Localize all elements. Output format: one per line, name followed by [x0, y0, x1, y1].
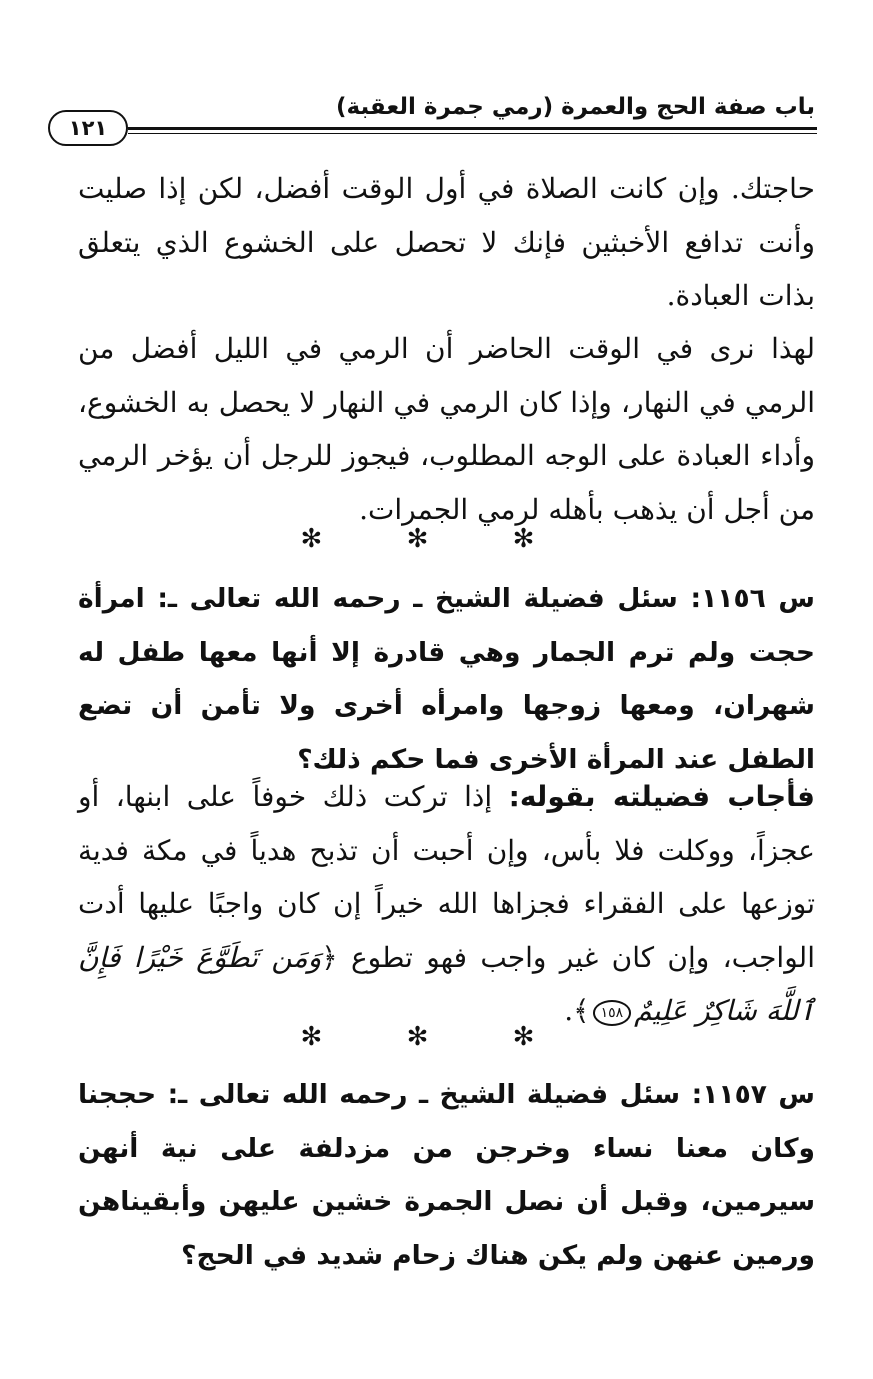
answer-end: . — [564, 994, 574, 1027]
paragraph-1: حاجتك. وإن كانت الصلاة في أول الوقت أفضل، لكن إذا صليت وأنت تدافع الأخبثين فإنك لا تحصل على الخشوع الذي يتعلق بذات العبادة. — [78, 172, 815, 312]
ayah-number: ١٥٨ — [593, 1000, 632, 1026]
answer-text: إذا تركت ذلك خوفاً على ابنها، أو عجزاً، ووكلت فلا بأس، وإن أحبت أن تذبح هدياً في مكة فدية توزعها على الفقراء فجزاها الله خيراً إن كان واجبًا عليها أدت الواجب، وإن كان غير واجب فهو تطوع — [78, 780, 815, 974]
quran-close-bracket: ﴾ — [573, 994, 590, 1027]
section-separator-2: ✻ ✻ ✻ — [300, 1022, 573, 1052]
page-number: ١٢١ — [48, 110, 128, 146]
question-1156: س ١١٥٦: سئل فضيلة الشيخ ـ رحمه الله تعالى ـ: امرأة حجت ولم ترم الجمار وهي قادرة إلا أنها معها طفل له شهران، ومعها زوجها وامرأه أخرى ولا تأمن أن تضع الطفل عند المرأة الأخرى فما حكم ذلك؟ — [78, 583, 815, 775]
running-header: باب صفة الحج والعمرة (رمي جمرة العقبة) — [336, 94, 815, 120]
answer-1156 — [78, 770, 815, 1038]
header-rule-thick — [128, 127, 817, 130]
question-1157: س ١١٥٧: سئل فضيلة الشيخ ـ رحمه الله تعالى ـ: حججنا وكان معنا نساء وخرجن من مزدلفة على نية أنهن سيرمين، وقبل أن نصل الجمرة خشين عليهن وأبقيناهن ورمين عنهن ولم يكن هناك زحام شديد في الحج؟ — [78, 1079, 815, 1271]
header-rule-thin — [128, 133, 817, 134]
quran-verse: وَمَن تَطَوَّعَ خَيْرًا فَإِنَّ ٱللَّهَ شَاكِرٌ عَلِيمٌ — [78, 940, 815, 1027]
section-separator-1: ✻ ✻ ✻ — [300, 524, 573, 554]
answer-lead: فأجاب فضيلته بقوله: — [508, 780, 815, 813]
paragraph-2: لهذا نرى في الوقت الحاضر أن الرمي في الليل أفضل من الرمي في النهار، وإذا كان الرمي في النهار لا يحصل به الخشوع، وأداء العبادة على الوجه المطلوب، فيجوز للرجل أن يؤخر الرمي من أجل أن يذهب بأهله لرمي الجمرات. — [78, 332, 816, 526]
quran-open-bracket: ﴿ — [321, 940, 338, 974]
